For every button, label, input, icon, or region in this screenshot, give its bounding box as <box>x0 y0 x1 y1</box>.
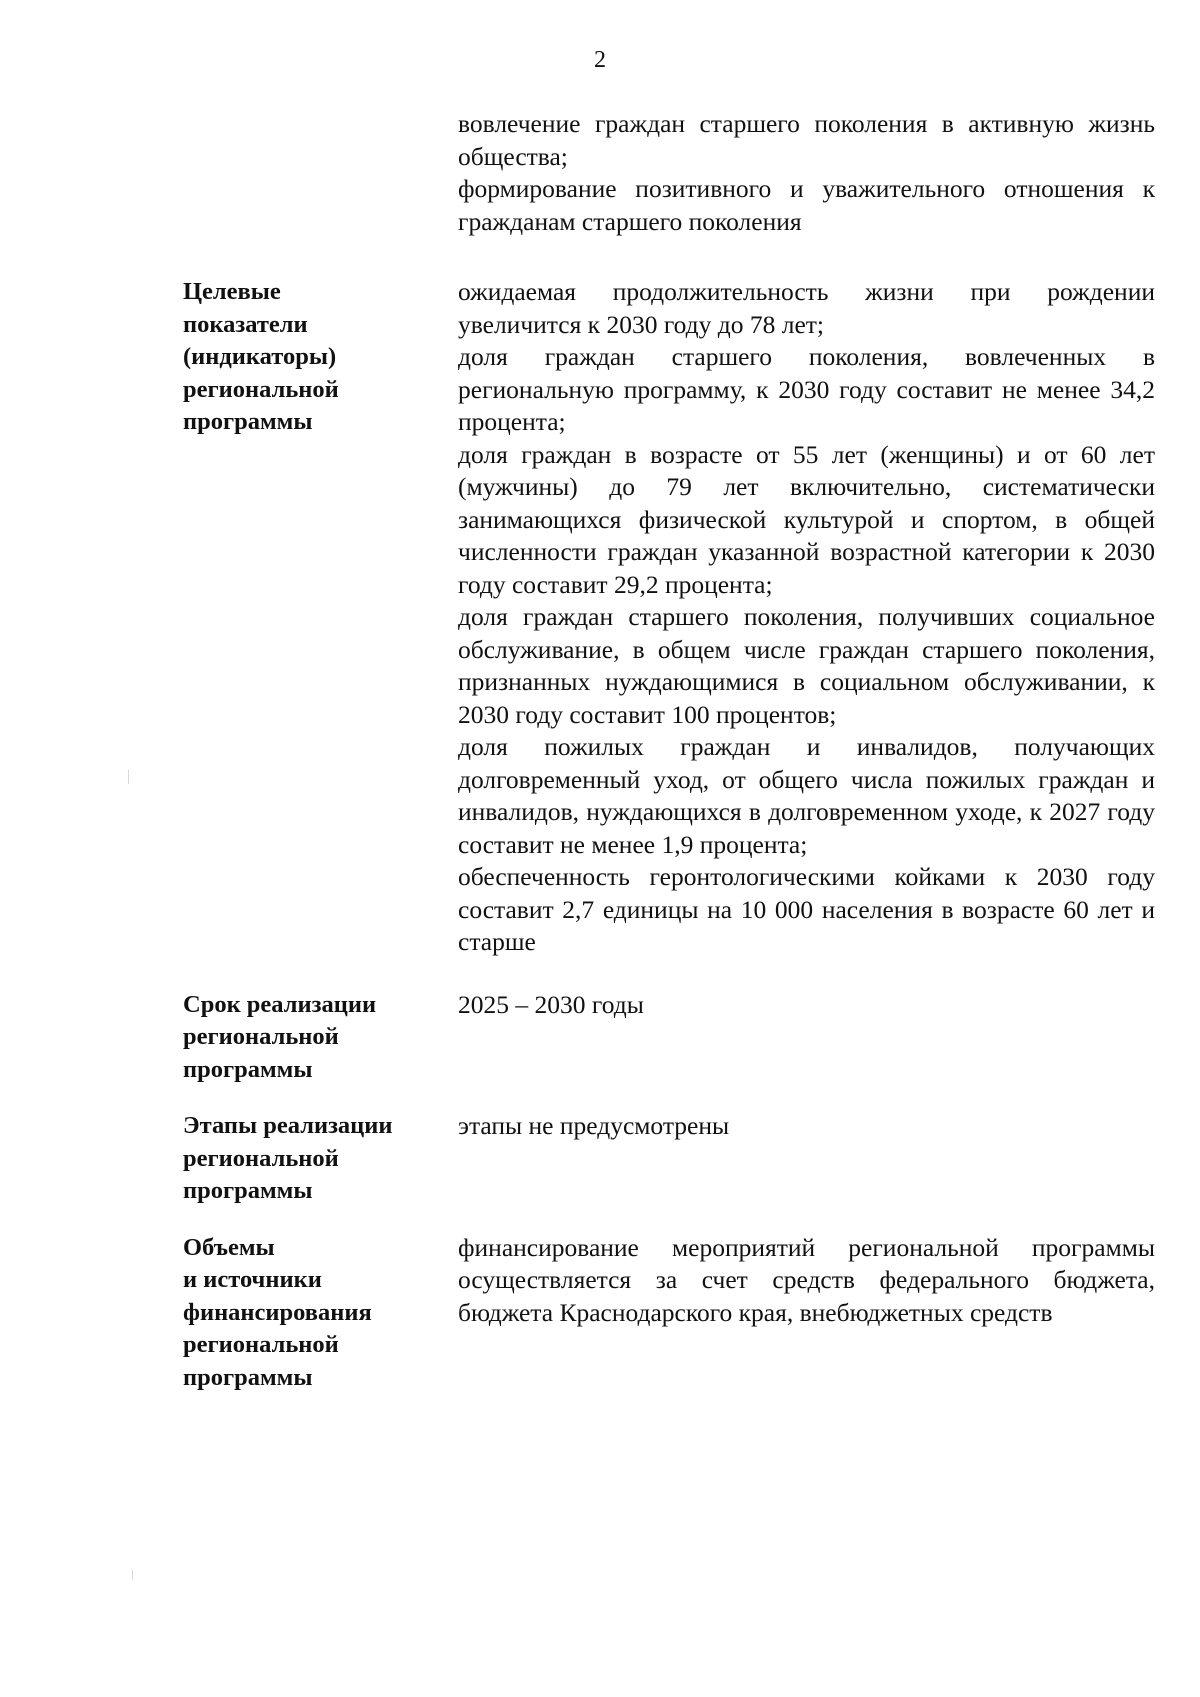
label-line: Объемы <box>183 1233 275 1261</box>
label-line: показатели <box>183 310 308 338</box>
label-line: Срок реализации <box>183 990 377 1018</box>
target-indicator: доля граждан старшего поколения, получивших социальное обслуживание, в общем числе граждан старшего поколения, признанных нуждающимися в социальном обслуживании, к 2030 году составит 100 процентов; <box>458 602 1155 729</box>
label-line: региональной <box>183 1144 339 1172</box>
label-line: финансирования <box>183 1298 372 1326</box>
label-line: региональной <box>183 1023 339 1050</box>
targets-label <box>183 276 458 439</box>
target-indicator: доля пожилых граждан и инвалидов, получающих долговременный уход, от общего числа пожилых граждан и инвалидов, нуждающихся в долговременном уходе, к 2027 году составит не менее 1,9 процента; <box>458 732 1155 859</box>
term-text: 2025 – 2030 годы <box>458 989 644 1019</box>
term-label <box>183 989 458 1087</box>
target-indicator: обеспеченность геронтологическими койками к 2030 году составит 2,7 единицы на 10 000 населения в возрасте 60 лет и старше <box>458 862 1155 956</box>
funding-value <box>458 1232 1155 1330</box>
label-line: программы <box>183 1363 313 1391</box>
task-paragraph: вовлечение граждан старшего поколения в активную жизнь общества; <box>458 109 1155 171</box>
targets-value <box>458 276 1155 959</box>
funding-label <box>183 1232 458 1395</box>
funding-row <box>183 1232 1183 1395</box>
term-row <box>183 989 1183 1087</box>
targets-row <box>183 276 1183 959</box>
label-line: программы <box>183 1177 313 1204</box>
task-paragraph: формирование позитивного и уважительного отношения к гражданам старшего поколения <box>458 174 1155 236</box>
term-value <box>458 989 1155 1022</box>
label-line: Целевые <box>183 278 281 305</box>
tasks-value <box>458 108 1155 238</box>
label-line: Этапы реализации <box>183 1112 393 1139</box>
tasks-row <box>183 108 1183 238</box>
scan-artifact <box>132 1570 133 1580</box>
label-line: и источники <box>183 1266 322 1293</box>
target-indicator: ожидаемая продолжительность жизни при рождении увеличится к 2030 году до 78 лет; <box>458 277 1155 339</box>
label-line: региональной <box>183 1331 339 1358</box>
funding-text: финансирование мероприятий региональной программы осуществляется за счет средств федерального бюджета, бюджета Краснодарского края, внебюджетных средств <box>458 1232 1155 1327</box>
passport-table <box>183 108 1183 1394</box>
target-indicator: доля граждан в возрасте от 55 лет (женщины) и от 60 лет (мужчины) до 79 лет включительно, систематически занимающихся физической культурой и спортом, в общей численности граждан указанной возрастной категории к 2030 году составит 29,2 процента; <box>458 439 1155 599</box>
page-number: 2 <box>594 47 606 73</box>
stages-text: этапы не предусмотрены <box>458 1111 730 1140</box>
label-line: программы <box>183 408 313 435</box>
label-line: региональной <box>183 375 339 403</box>
scan-artifact <box>128 770 129 784</box>
label-line: программы <box>183 1055 313 1083</box>
stages-row <box>183 1110 1183 1208</box>
target-indicator: доля граждан старшего поколения, вовлеченных в региональную программу, к 2030 году составит не менее 34,2 процента; <box>458 342 1155 436</box>
stages-value <box>458 1110 1155 1143</box>
stages-label <box>183 1110 458 1208</box>
label-line: (индикаторы) <box>183 343 337 370</box>
